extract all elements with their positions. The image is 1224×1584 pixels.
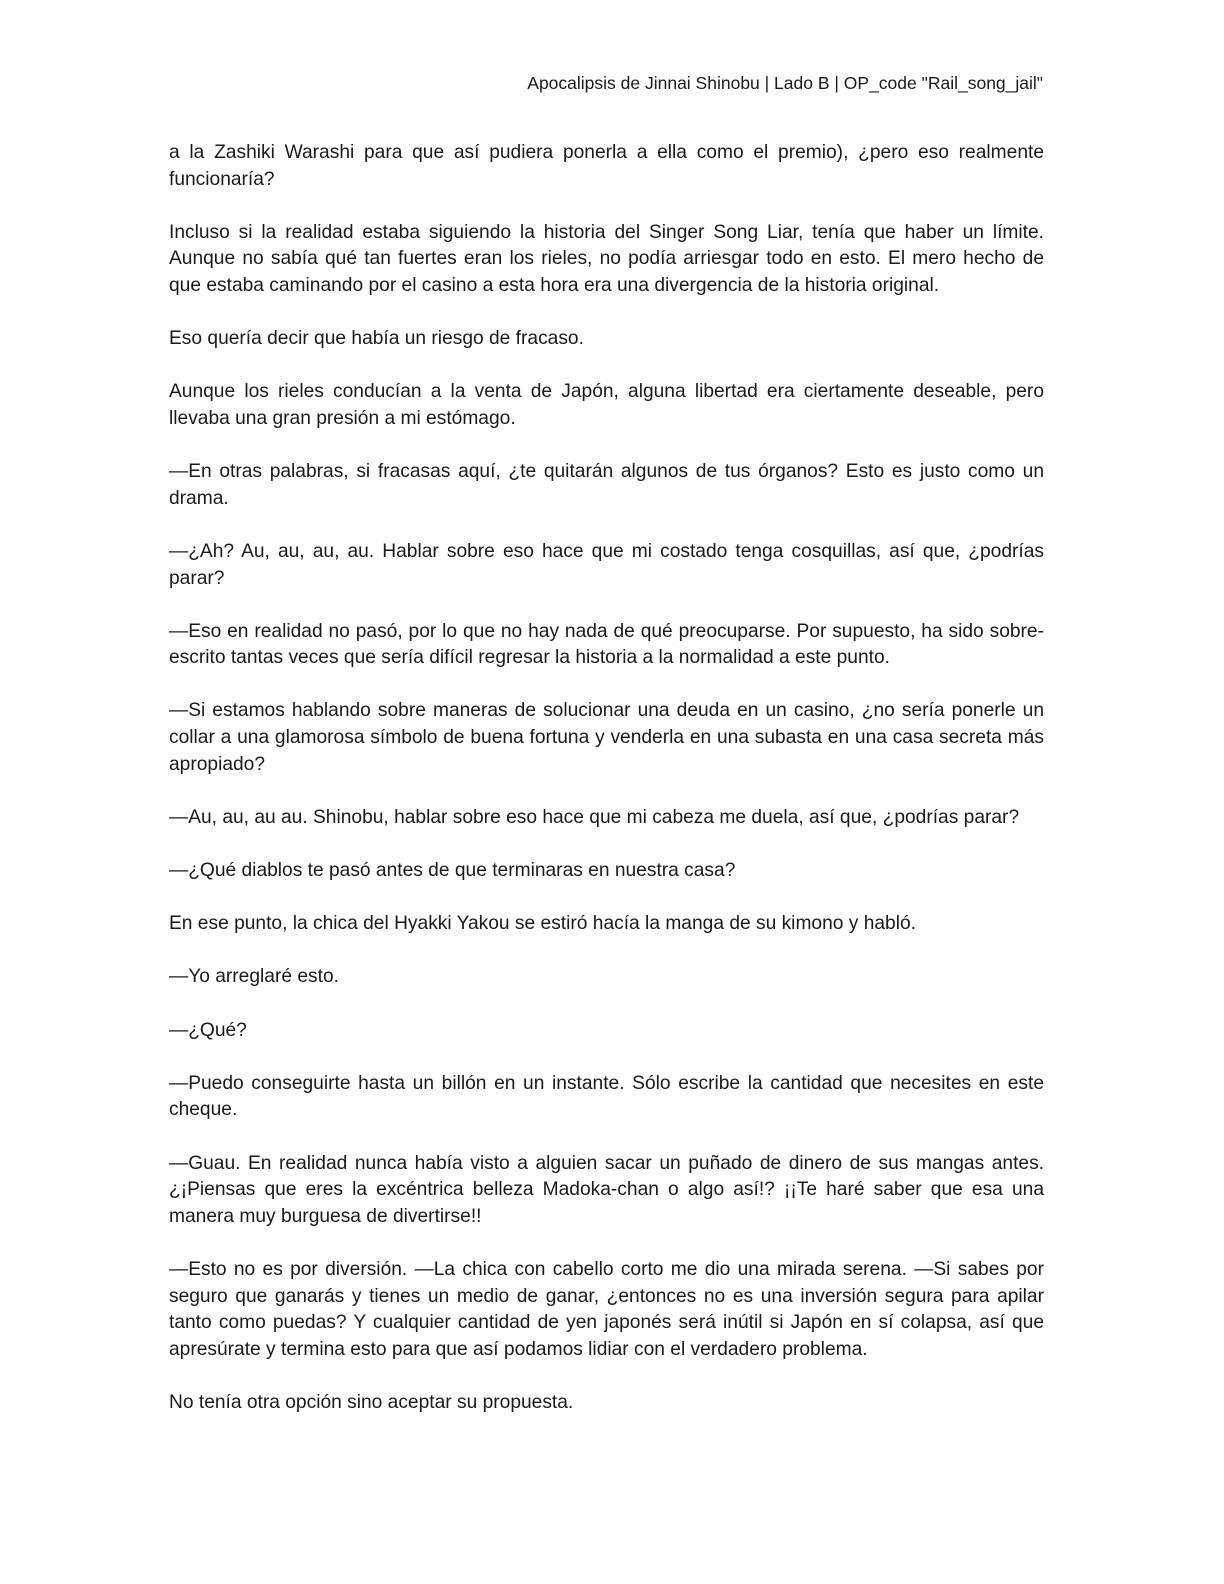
paragraph: a la Zashiki Warashi para que así pudiera ponerla a ella como el premio), ¿pero eso realmente funcionaría? xyxy=(169,142,1044,190)
paragraph: —Guau. En realidad nunca había visto a alguien sacar un puñado de dinero de sus mangas antes. ¿¡Piensas que eres la excéntrica belleza Madoka-chan o algo así!? ¡¡Te haré saber que esa una manera muy burguesa de divertirse!! xyxy=(169,1152,1044,1227)
running-header: Apocalipsis de Jinnai Shinobu | Lado B | OP_code "Rail_song_jail" xyxy=(527,73,1043,93)
paragraph: Aunque los rieles conducían a la venta de Japón, alguna libertad era ciertamente deseable, pero llevaba una gran presión a mi estómago. xyxy=(169,381,1044,429)
paragraph: —En otras palabras, si fracasas aquí, ¿te quitarán algunos de tus órganos? Esto es justo como un drama. xyxy=(169,461,1044,509)
paragraph: —Eso en realidad no pasó, por lo que no hay nada de qué preocuparse. Por supuesto, ha sido sobre-escrito tantas veces que sería difícil regresar la historia a la normalidad a este punto. xyxy=(169,620,1044,669)
paragraph: —Au, au, au au. Shinobu, hablar sobre eso hace que mi cabeza me duela, así que, ¿podrías parar? xyxy=(169,806,1020,828)
paragraph: Eso quería decir que había un riesgo de fracaso. xyxy=(169,328,584,350)
paragraph: —Esto no es por diversión. —La chica con cabello corto me dio una mirada serena. —Si sabes por seguro que ganarás y tienes un medio de ganar, ¿entonces no es una inversión segura para apilar tanto como puedas? Y cualquier cantidad de yen japonés será inútil si Japón en sí colapsa, así que apresúrate y termina esto para que así podamos lidiar con el verdadero problema. xyxy=(169,1258,1044,1360)
paragraph: —Si estamos hablando sobre maneras de solucionar una deuda en un casino, ¿no sería ponerle un collar a una glamorosa símbolo de buena fortuna y venderla en una subasta en una casa secreta más apropiado? xyxy=(169,700,1044,775)
paragraph: No tenía otra opción sino aceptar su propuesta. xyxy=(169,1391,574,1413)
paragraph: —¿Qué? xyxy=(169,1019,247,1041)
body-text xyxy=(169,140,1044,1443)
paragraph: —¿Ah? Au, au, au, au. Hablar sobre eso hace que mi costado tenga cosquillas, así que, ¿podrías parar? xyxy=(169,540,1044,589)
paragraph: —Yo arreglaré esto. xyxy=(169,966,339,988)
paragraph: En ese punto, la chica del Hyakki Yakou se estiró hacía la manga de su kimono y habló. xyxy=(169,913,916,935)
paragraph: —Puedo conseguirte hasta un billón en un instante. Sólo escribe la cantidad que necesites en este cheque. xyxy=(169,1072,1044,1121)
paragraph: Incluso si la realidad estaba siguiendo la historia del Singer Song Liar, tenía que haber un límite. Aunque no sabía qué tan fuertes eran los rieles, no podía arriesgar todo en esto. El mero hecho de que estaba caminando por el casino a esta hora era una divergencia de la historia original. xyxy=(169,221,1044,296)
paragraph: —¿Qué diablos te pasó antes de que terminaras en nuestra casa? xyxy=(169,860,736,882)
